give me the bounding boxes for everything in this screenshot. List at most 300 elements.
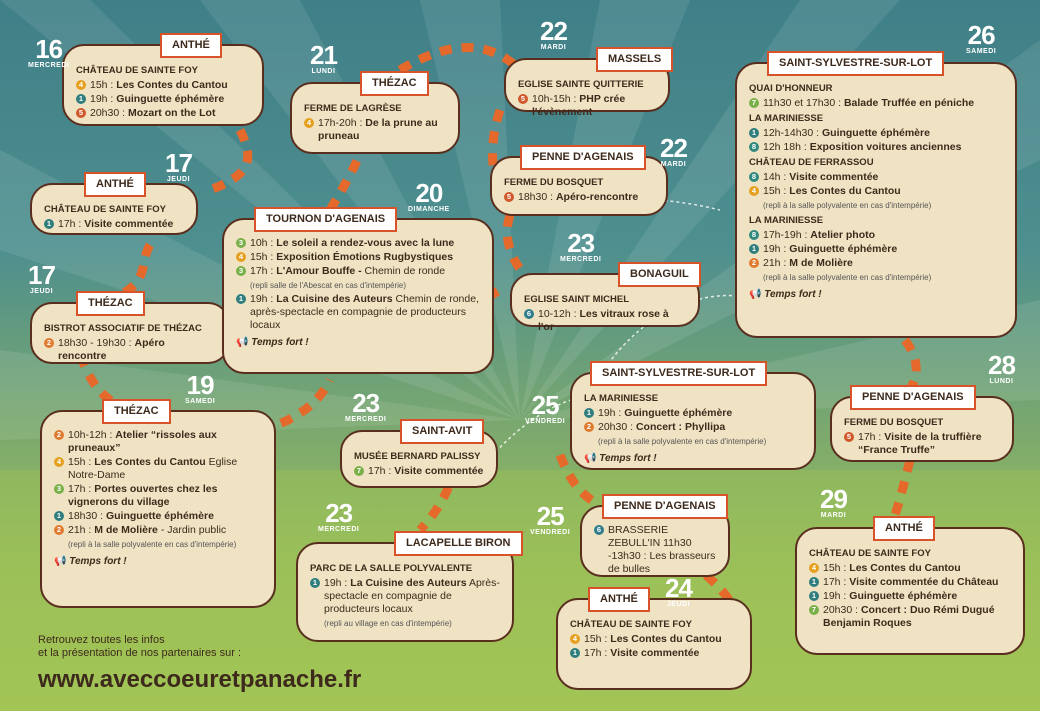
date-marker bbox=[408, 180, 450, 213]
weather-note: (repli à la salle polyvalente en cas d'intempérie) bbox=[68, 540, 237, 549]
event-title: Guinguette éphémère bbox=[624, 407, 733, 419]
event-text bbox=[68, 429, 262, 455]
town-tag: MASSELS bbox=[596, 47, 673, 72]
event-card-16 bbox=[556, 593, 752, 690]
event-text bbox=[584, 647, 738, 660]
venue-name: EGLISE SAINT MICHEL bbox=[524, 294, 630, 305]
event-item bbox=[54, 429, 262, 455]
event-text bbox=[763, 171, 1003, 184]
town-tag: ANTHÉ bbox=[588, 587, 650, 612]
event-text bbox=[90, 107, 250, 120]
event-text bbox=[250, 265, 480, 278]
event-time: 19h : bbox=[250, 293, 274, 305]
event-title: Apéro rencontre bbox=[58, 337, 165, 362]
event-item bbox=[44, 337, 216, 363]
event-number-badge: 8 bbox=[749, 230, 759, 240]
event-item bbox=[310, 577, 500, 616]
event-item bbox=[304, 117, 446, 143]
venue-name: CHÂTEAU DE SAINTE FOY bbox=[570, 619, 692, 630]
town-tag: ANTHÉ bbox=[160, 33, 222, 58]
event-title: Visite de la truffière “France Truffe” bbox=[858, 431, 982, 456]
event-time: 17h : bbox=[68, 483, 92, 495]
weather-note: (repli salle de l'Abescat en cas d'intempérie) bbox=[250, 281, 407, 290]
event-title: Visite commentée bbox=[84, 218, 174, 230]
event-number-badge: 5 bbox=[518, 94, 528, 104]
event-text bbox=[324, 577, 500, 616]
event-item bbox=[584, 421, 802, 434]
event-title: Exposition voitures anciennes bbox=[809, 141, 962, 153]
event-card-7 bbox=[504, 53, 670, 118]
date-marker bbox=[525, 392, 565, 425]
event-text bbox=[518, 191, 654, 204]
event-title: PHP crée l'évènement bbox=[532, 93, 626, 118]
event-subtitle: Après-spectacle en compagnie de producteurs locaux bbox=[324, 577, 500, 615]
town-tag: BONAGUIL bbox=[618, 262, 701, 287]
event-item bbox=[54, 483, 262, 509]
event-number-badge: 1 bbox=[584, 408, 594, 418]
event-item bbox=[236, 237, 480, 250]
date-marker bbox=[185, 372, 215, 405]
event-number-badge: 2 bbox=[749, 258, 759, 268]
venue-name: LA MARINIESSE bbox=[749, 113, 824, 124]
date-marker bbox=[318, 500, 359, 533]
event-number-badge: 8 bbox=[749, 142, 759, 152]
event-time: 14h : bbox=[763, 171, 787, 183]
event-number-badge: 4 bbox=[809, 563, 819, 573]
event-item bbox=[749, 171, 1003, 184]
venue-name: FERME DU BOSQUET bbox=[504, 177, 604, 188]
weekday-label: MARDI bbox=[660, 161, 687, 168]
town-tag: SAINT-SYLVESTRE-SUR-LOT bbox=[590, 361, 767, 386]
temps-fort-label: 📢 Temps fort ! bbox=[54, 555, 262, 568]
event-title: Atelier “rissoles aux pruneaux” bbox=[68, 429, 217, 454]
event-text bbox=[823, 562, 1011, 575]
date-number: 23 bbox=[567, 228, 595, 258]
event-text bbox=[763, 229, 1003, 242]
event-time: 18h30 : bbox=[68, 510, 104, 522]
event-time: 10h-12h : bbox=[68, 429, 113, 441]
event-card-6 bbox=[222, 213, 494, 374]
event-time: 19h : bbox=[823, 590, 847, 602]
event-text bbox=[532, 93, 656, 119]
event-title: La Cuisine des Auteurs bbox=[350, 577, 467, 589]
event-title: La Cuisine des Auteurs bbox=[276, 293, 393, 305]
event-text bbox=[250, 293, 480, 332]
event-title: Apéro-rencontre bbox=[555, 191, 639, 203]
event-title: Concert : Duo Rémi Dugué Benjamin Roques bbox=[823, 604, 995, 629]
event-time: 15h : bbox=[584, 633, 608, 645]
date-number: 22 bbox=[660, 133, 687, 163]
event-text bbox=[608, 524, 716, 576]
event-time: 20h30 : bbox=[598, 421, 634, 433]
event-card-4 bbox=[40, 405, 276, 608]
date-marker bbox=[540, 18, 567, 51]
event-time: 17h : bbox=[58, 218, 82, 230]
date-marker bbox=[988, 352, 1015, 385]
event-card-11 bbox=[340, 425, 498, 488]
event-item bbox=[749, 127, 1003, 140]
event-text bbox=[58, 337, 216, 363]
date-number: 29 bbox=[820, 484, 847, 514]
town-tag: ANTHÉ bbox=[84, 172, 146, 197]
date-number: 19 bbox=[186, 370, 214, 400]
event-time: 17h-20h : bbox=[318, 117, 363, 129]
event-text bbox=[598, 407, 802, 420]
event-number-badge: 1 bbox=[310, 578, 320, 588]
weather-note: (repli à la salle polyvalente en cas d'intempérie) bbox=[763, 273, 932, 282]
event-title: Les vitraux rose à l'or bbox=[538, 308, 669, 333]
event-number-badge: 4 bbox=[749, 186, 759, 196]
date-marker bbox=[165, 150, 192, 183]
event-text bbox=[368, 465, 484, 478]
weekday-label: JEUDI bbox=[29, 288, 54, 295]
event-item bbox=[354, 465, 484, 478]
event-title: Guinguette éphémère bbox=[105, 510, 214, 522]
venue-name: PARC DE LA SALLE POLYVALENTE bbox=[310, 563, 473, 574]
weekday-label: MERCREDI bbox=[318, 526, 360, 533]
event-item bbox=[44, 218, 184, 231]
venue-name: BISTROT ASSOCIATIF DE THÉZAC bbox=[44, 323, 202, 334]
weekday-label: MARDI bbox=[540, 44, 567, 51]
event-title: Exposition Émotions Rugbystiques bbox=[276, 251, 454, 263]
footer-line-1: Retrouvez toutes les infos bbox=[38, 634, 165, 646]
town-tag: PENNE D'AGENAIS bbox=[602, 494, 728, 519]
date-number: 24 bbox=[665, 573, 692, 603]
event-number-badge: 7 bbox=[809, 605, 819, 615]
town-tag: THÉZAC bbox=[102, 399, 171, 424]
event-item bbox=[54, 510, 262, 523]
event-item bbox=[54, 524, 262, 537]
event-text bbox=[763, 257, 1003, 270]
date-marker bbox=[28, 262, 55, 295]
venue-name: LA MARINIESSE bbox=[584, 393, 659, 404]
weekday-label: SAMEDI bbox=[966, 48, 997, 55]
event-number-badge: 4 bbox=[54, 457, 64, 467]
date-marker bbox=[28, 36, 69, 69]
weekday-label: LUNDI bbox=[311, 68, 336, 75]
event-time: 10-12h : bbox=[538, 308, 577, 320]
event-title: Mozart on the Lot bbox=[127, 107, 216, 119]
town-tag: THÉZAC bbox=[76, 291, 145, 316]
event-item bbox=[594, 524, 716, 576]
event-title: Visite commentée bbox=[610, 647, 700, 659]
event-text bbox=[68, 456, 262, 482]
event-item bbox=[749, 185, 1003, 198]
date-number: 16 bbox=[35, 34, 63, 64]
event-number-badge: 1 bbox=[749, 128, 759, 138]
weekday-label: MERCREDI bbox=[28, 62, 70, 69]
event-time: 20h30 : bbox=[90, 107, 126, 119]
event-item bbox=[809, 562, 1011, 575]
event-card-5 bbox=[290, 77, 460, 154]
event-text bbox=[58, 218, 184, 231]
venue-name: QUAI D'HONNEUR bbox=[749, 83, 833, 94]
event-title: Les Contes du Cantou bbox=[116, 79, 228, 91]
venue-name: FERME DE LAGRÈSE bbox=[304, 103, 402, 114]
event-time: 18h30 : bbox=[518, 191, 554, 203]
event-time: 19h : bbox=[598, 407, 622, 419]
event-number-badge: 8 bbox=[749, 172, 759, 182]
event-item bbox=[518, 93, 656, 119]
event-text bbox=[763, 243, 1003, 256]
event-card-8 bbox=[490, 151, 668, 216]
date-marker bbox=[560, 230, 601, 263]
event-title: Visite commentée bbox=[394, 465, 484, 477]
event-title: M de Molière bbox=[789, 257, 853, 269]
event-card-14 bbox=[296, 537, 514, 642]
date-marker bbox=[966, 22, 996, 55]
date-marker bbox=[310, 42, 337, 75]
venue-name: LA MARINIESSE bbox=[749, 215, 824, 226]
temps-fort-label: 📢 Temps fort ! bbox=[584, 452, 802, 465]
date-marker bbox=[530, 503, 570, 536]
event-number-badge: 2 bbox=[44, 338, 54, 348]
event-number-badge: 3 bbox=[54, 484, 64, 494]
town-tag: THÉZAC bbox=[360, 71, 429, 96]
event-text bbox=[538, 308, 686, 334]
event-time: 12h 18h : bbox=[763, 141, 807, 153]
event-title: Atelier photo bbox=[810, 229, 876, 241]
event-time: 15h : bbox=[823, 562, 847, 574]
weekday-label: JEUDI bbox=[666, 601, 691, 608]
event-item bbox=[749, 141, 1003, 154]
venue-name: CHÂTEAU DE SAINTE FOY bbox=[44, 204, 166, 215]
town-tag: SAINT-SYLVESTRE-SUR-LOT bbox=[767, 51, 944, 76]
event-number-badge: 1 bbox=[809, 577, 819, 587]
event-title: Guinguette éphémère bbox=[821, 127, 930, 139]
event-time: 17h : bbox=[823, 576, 847, 588]
event-title: L'Amour Bouffe - bbox=[276, 265, 362, 277]
date-marker bbox=[660, 135, 687, 168]
venue-name: EGLISE SAINTE QUITTERIE bbox=[518, 79, 644, 90]
event-card-13 bbox=[830, 391, 1014, 462]
event-time: 15h : bbox=[250, 251, 274, 263]
weekday-label: MERCREDI bbox=[345, 416, 387, 423]
event-number-badge: 1 bbox=[54, 511, 64, 521]
event-text bbox=[68, 510, 262, 523]
event-subtitle: 11h30 -13h30 : Les brasseurs de bulles bbox=[608, 537, 716, 575]
event-item bbox=[749, 229, 1003, 242]
date-number: 17 bbox=[165, 148, 192, 178]
event-time: 15h : bbox=[68, 456, 92, 468]
event-title: Visite commentée bbox=[789, 171, 879, 183]
venue-name: CHÂTEAU DE FERRASSOU bbox=[749, 157, 874, 168]
venue-name: CHÂTEAU DE SAINTE FOY bbox=[76, 65, 198, 76]
date-number: 26 bbox=[967, 20, 995, 50]
event-item bbox=[749, 243, 1003, 256]
event-item bbox=[809, 576, 1011, 589]
date-marker bbox=[345, 390, 386, 423]
website-link[interactable]: www.aveccoeuretpanache.fr bbox=[38, 666, 362, 693]
event-number-badge: 1 bbox=[809, 591, 819, 601]
event-text bbox=[318, 117, 446, 143]
event-item bbox=[504, 191, 654, 204]
weather-note: (repli au village en cas d'intempérie) bbox=[324, 619, 452, 628]
event-number-badge: 1 bbox=[749, 244, 759, 254]
date-marker bbox=[665, 575, 692, 608]
event-time: 20h30 : bbox=[823, 604, 859, 616]
date-number: 22 bbox=[540, 16, 567, 46]
event-item bbox=[570, 633, 738, 646]
event-time: 19h : bbox=[763, 243, 787, 255]
event-text bbox=[823, 590, 1011, 603]
event-item bbox=[76, 79, 250, 92]
event-time: 10h : bbox=[250, 237, 274, 249]
weekday-label: VENDREDI bbox=[530, 529, 571, 536]
event-subtitle: Eglise Notre-Dame bbox=[68, 456, 238, 481]
venue-name: CHÂTEAU DE SAINTE FOY bbox=[809, 548, 931, 559]
event-item bbox=[236, 251, 480, 264]
event-title: Guinguette éphémère bbox=[789, 243, 898, 255]
weekday-label: VENDREDI bbox=[525, 418, 566, 425]
event-item bbox=[749, 257, 1003, 270]
event-number-badge: 3 bbox=[236, 238, 246, 248]
event-number-badge: 5 bbox=[504, 192, 514, 202]
event-title: Concert : Phyllipa bbox=[635, 421, 726, 433]
event-number-badge: 2 bbox=[584, 422, 594, 432]
footer bbox=[38, 634, 361, 694]
event-time: 21h : bbox=[68, 524, 92, 536]
event-time: BRASSERIE ZEBULL'IN bbox=[608, 524, 669, 549]
event-card-1 bbox=[62, 39, 264, 126]
event-title: Visite commentée du Château bbox=[849, 576, 999, 588]
event-time: 17h : bbox=[584, 647, 608, 659]
event-title: Les Contes du Cantou bbox=[610, 633, 722, 645]
event-text bbox=[763, 127, 1003, 140]
town-tag: TOURNON D'AGENAIS bbox=[254, 207, 397, 232]
event-item bbox=[570, 647, 738, 660]
weekday-label: LUNDI bbox=[989, 378, 1014, 385]
event-number-badge: 1 bbox=[44, 219, 54, 229]
event-subtitle: - Jardin public bbox=[160, 524, 227, 536]
event-time: 21h : bbox=[763, 257, 787, 269]
event-title: Les Contes du Cantou bbox=[849, 562, 961, 574]
event-item bbox=[809, 604, 1011, 630]
event-time: 17h-19h : bbox=[763, 229, 808, 241]
event-text bbox=[584, 633, 738, 646]
town-tag: SAINT-AVIT bbox=[400, 419, 484, 444]
event-title: Guinguette éphémère bbox=[116, 93, 225, 105]
event-title: Portes ouvertes chez les vignerons du village bbox=[68, 483, 218, 508]
event-text bbox=[68, 483, 262, 509]
event-time: 15h : bbox=[763, 185, 787, 197]
event-time: 18h30 - 19h30 : bbox=[58, 337, 132, 349]
weekday-label: SAMEDI bbox=[185, 398, 216, 405]
event-text bbox=[68, 524, 262, 537]
town-tag: ANTHÉ bbox=[873, 516, 935, 541]
town-tag: PENNE D'AGENAIS bbox=[850, 385, 976, 410]
event-time: 17h : bbox=[368, 465, 392, 477]
event-title: Les Contes du Cantou bbox=[789, 185, 901, 197]
event-text bbox=[823, 576, 1011, 589]
event-number-badge: 6 bbox=[524, 309, 534, 319]
date-number: 25 bbox=[531, 390, 559, 420]
event-number-badge: 7 bbox=[749, 98, 759, 108]
event-item bbox=[236, 293, 480, 332]
event-number-badge: 1 bbox=[236, 294, 246, 304]
event-card-3 bbox=[30, 297, 230, 364]
event-text bbox=[90, 79, 250, 92]
event-number-badge: 4 bbox=[76, 80, 86, 90]
date-marker bbox=[820, 486, 847, 519]
event-item bbox=[76, 93, 250, 106]
venue-name: FERME DU BOSQUET bbox=[844, 417, 944, 428]
event-item bbox=[236, 265, 480, 278]
town-tag: LACAPELLE BIRON bbox=[394, 531, 523, 556]
date-number: 17 bbox=[28, 260, 55, 290]
event-text bbox=[763, 141, 1003, 154]
event-title: Le soleil a rendez-vous avec la lune bbox=[276, 237, 455, 249]
event-item bbox=[76, 107, 250, 120]
event-item bbox=[809, 590, 1011, 603]
event-card-10 bbox=[735, 57, 1017, 338]
weekday-label: MARDI bbox=[820, 512, 847, 519]
event-text bbox=[598, 421, 802, 434]
date-number: 23 bbox=[352, 388, 380, 418]
event-title: Balade Truffée en péniche bbox=[843, 97, 975, 109]
event-text bbox=[823, 604, 1011, 630]
event-item bbox=[844, 431, 1000, 457]
event-time: 12h-14h30 : bbox=[763, 127, 820, 139]
event-time: 10h-15h : bbox=[532, 93, 577, 105]
event-card-17 bbox=[795, 522, 1025, 655]
event-number-badge: 1 bbox=[76, 94, 86, 104]
event-item bbox=[524, 308, 686, 334]
temps-fort-label: 📢 Temps fort ! bbox=[749, 288, 1003, 301]
event-text bbox=[763, 97, 1003, 110]
event-subtitle: Chemin de ronde, après-spectacle en compagnie de producteurs locaux bbox=[250, 293, 479, 331]
date-number: 28 bbox=[988, 350, 1015, 380]
event-number-badge: 4 bbox=[304, 118, 314, 128]
event-number-badge: 5 bbox=[844, 432, 854, 442]
event-title: De la prune au pruneau bbox=[318, 117, 438, 142]
weekday-label: JEUDI bbox=[166, 176, 191, 183]
event-number-badge: 7 bbox=[354, 466, 364, 476]
date-number: 23 bbox=[325, 498, 353, 528]
event-number-badge: 1 bbox=[570, 648, 580, 658]
event-card-9 bbox=[510, 268, 700, 333]
footer-line-2: et la présentation de nos partenaires sur : bbox=[38, 647, 242, 659]
weekday-label: DIMANCHE bbox=[408, 206, 450, 213]
weekday-label: MERCREDI bbox=[560, 256, 602, 263]
date-number: 21 bbox=[310, 40, 337, 70]
event-number-badge: 2 bbox=[54, 525, 64, 535]
event-time: 17h : bbox=[250, 265, 274, 277]
event-time: 15h : bbox=[90, 79, 114, 91]
event-number-badge: 6 bbox=[594, 525, 604, 535]
weather-note: (repli à la salle polyvalente en cas d'intempérie) bbox=[598, 437, 767, 446]
event-item bbox=[54, 456, 262, 482]
event-time: 17h : bbox=[858, 431, 882, 443]
event-number-badge: 3 bbox=[236, 266, 246, 276]
event-text bbox=[763, 185, 1003, 198]
event-card-15 bbox=[580, 500, 730, 577]
event-item bbox=[584, 407, 802, 420]
event-text bbox=[90, 93, 250, 106]
event-subtitle: Chemin de ronde bbox=[364, 265, 446, 277]
venue-name: MUSÉE BERNARD PALISSY bbox=[354, 451, 481, 462]
event-item bbox=[749, 97, 1003, 110]
event-time: 11h30 et 17h30 : bbox=[763, 97, 842, 109]
event-text bbox=[250, 237, 480, 250]
town-tag: PENNE D'AGENAIS bbox=[520, 145, 646, 170]
event-time: 19h : bbox=[324, 577, 348, 589]
event-number-badge: 5 bbox=[76, 108, 86, 118]
date-number: 25 bbox=[536, 501, 564, 531]
event-title: Guinguette éphémère bbox=[849, 590, 958, 602]
event-title: M de Molière bbox=[94, 524, 158, 536]
event-time: 19h : bbox=[90, 93, 114, 105]
